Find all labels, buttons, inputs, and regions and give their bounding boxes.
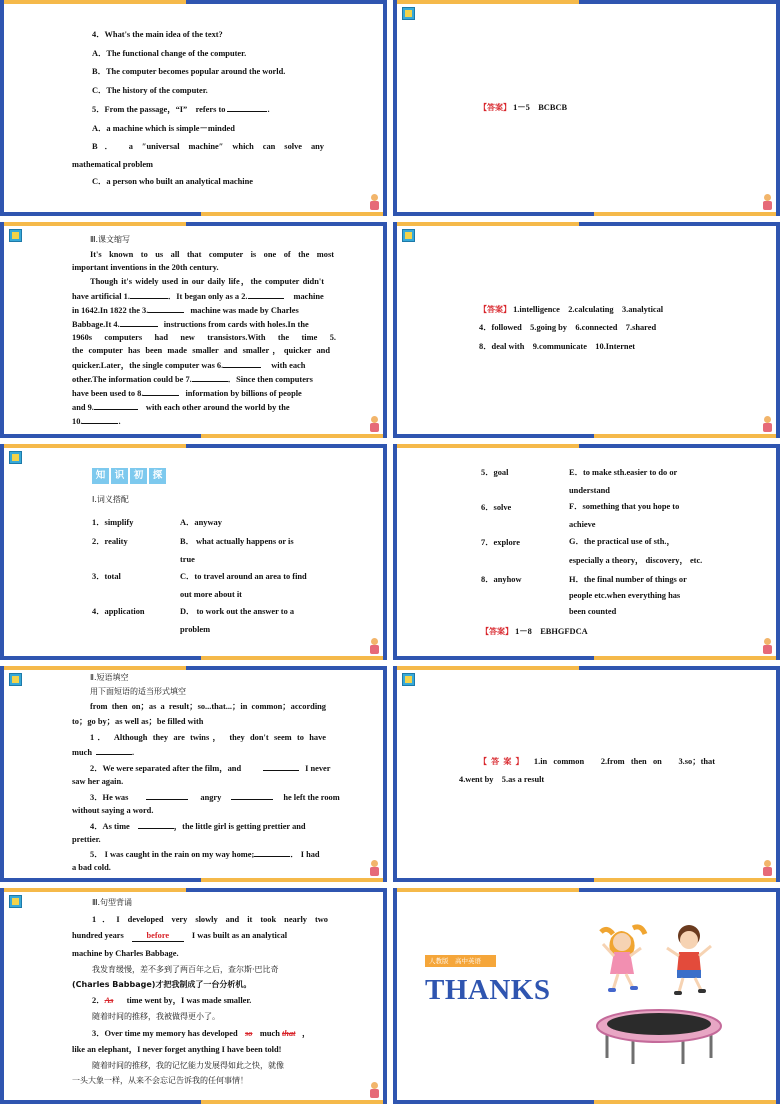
filled-blank: before: [132, 931, 184, 942]
answer-text: 1－8 EBHGFDCA: [515, 627, 588, 636]
sentence-2-cont: saw her again.: [72, 777, 124, 786]
match-definition-cont: especially a theory， discovery， etc.: [569, 556, 703, 565]
sentence-2: 2．As time went by，I was made smaller.: [92, 996, 252, 1005]
match-word: 6．solve: [481, 503, 512, 512]
question-4: 4．What's the main idea of the text?: [92, 30, 223, 39]
mascot-icon: [369, 416, 379, 432]
sentence-1: 1． Although they are twins， they don't seem to have: [90, 733, 326, 742]
mascot-icon: [369, 194, 379, 210]
summary-line: It's known to us all that computer is one of the most: [90, 250, 334, 259]
match-definition-cont: true: [180, 555, 195, 564]
summary-line: other.The information could be 7. ．Since then computers: [72, 375, 313, 384]
section-heading: Ⅱ.短语填空: [90, 673, 129, 682]
sentence-4-cont: prettier.: [72, 835, 101, 844]
section-heading: Ⅲ.课文缩写: [90, 235, 131, 244]
phrase-bank-cont: to；go by；as well as；be filled with: [72, 717, 204, 726]
option-4a: A．The functional change of the computer.: [92, 49, 247, 58]
summary-line: have been used to 8. information by billions of people: [72, 389, 302, 398]
summary-line: 1960s computers had new transistors.With the time 5.: [72, 333, 336, 342]
sentence-1-cont: much .: [72, 748, 135, 757]
sentence-1-cont: hundred years before I was built as an analytical: [72, 931, 288, 940]
thanks-title: THANKS: [425, 974, 551, 1006]
kids-trampoline-illustration: [593, 918, 725, 1066]
translation-1-cont: (Charles Babbage)才把我制成了一台分析机。: [72, 980, 252, 989]
slide-6: [393, 444, 780, 660]
slide-top-bar: [397, 888, 776, 892]
summary-line: 10. .: [72, 417, 121, 426]
sentence-5: 5． I was caught in the rain on my way home; ． I had: [90, 850, 320, 859]
match-definition: B． what actually happens or is: [180, 537, 294, 546]
match-word: 1．simplify: [92, 518, 134, 527]
summary-line: have artificial 1. ．It began only as a 2. machine: [72, 292, 324, 301]
match-word: 5．goal: [481, 468, 509, 477]
slide-1: [0, 0, 387, 216]
mascot-icon: [762, 638, 772, 654]
match-definition-cont: been counted: [569, 607, 617, 616]
match-definition: C．to travel around an area to find: [180, 572, 307, 581]
mascot-icon: [762, 860, 772, 876]
filled-blank: that: [281, 1029, 296, 1038]
slide-5: [0, 444, 387, 660]
summary-line: Though it's widely used in our daily life，the computer didn't: [90, 277, 324, 286]
slide-9: [0, 888, 387, 1104]
match-definition: E．to make sth.easier to do or: [569, 468, 678, 477]
sentence-3-cont: like an elephant，I never forget anything I have been told!: [72, 1045, 282, 1054]
option-5b-cont: mathematical problem: [72, 160, 154, 169]
sentence-3: 3．He was angry he left the room: [90, 793, 340, 802]
answer-line: 【答案】 1.intelligence 2.calculating 3.analytical: [479, 305, 664, 314]
summary-line: the computer has been made smaller and smaller，quicker and: [72, 346, 330, 355]
sentence-1: 1．I developed very slowly and it took nearly two: [92, 915, 328, 924]
edition-badge: 人教版 高中英语: [425, 955, 496, 967]
translation-3-cont: 一头大象一样，从来不会忘记告诉我的任何事情！: [72, 1076, 248, 1085]
match-definition: G．the practical use of sth.，: [569, 537, 675, 546]
match-definition-cont: achieve: [569, 520, 596, 529]
match-word: 4．application: [92, 607, 145, 616]
phrase-bank: from then on；as a result；so...that...；in common；according: [90, 702, 326, 711]
answer-tag: 【答案】: [479, 757, 528, 766]
answer-line: 8．deal with 9.communicate 10.Internet: [479, 342, 636, 351]
mascot-icon: [762, 194, 772, 210]
sentence-5-cont: a bad cold.: [72, 863, 111, 872]
match-definition-cont: people etc.when everything has: [569, 591, 681, 600]
answer-line: 【答案】 1.in common 2.from then on 3.so；that: [479, 757, 716, 766]
translation-1: 我发育缓慢，差不多到了两百年之后，查尔斯·巴比奇: [92, 965, 279, 974]
match-definition-cont: understand: [569, 486, 610, 495]
slide-bottom-bar: [397, 1100, 776, 1104]
summary-line: quicker.Later，the single computer was 6. with each: [72, 361, 306, 370]
slide-8: [393, 666, 780, 882]
sentence-3: 3．Over time my memory has developed so much that ，: [92, 1029, 311, 1038]
match-definition-cont: out more about it: [180, 590, 242, 599]
section-heading: Ⅲ.句型背诵: [92, 898, 133, 907]
translation-2: 随着时间的推移，我被做得更小了。: [92, 1012, 220, 1021]
option-5c: C．a person who built an analytical machine: [92, 177, 254, 186]
answer-tag: 【答案】: [479, 305, 511, 314]
answer-line: [479, 103, 567, 113]
summary-line: Babbage.It 4. instructions from cards with holes.In the: [72, 320, 309, 329]
match-definition: D． to work out the answer to a: [180, 607, 295, 616]
slide-10-thanks: [393, 888, 780, 1104]
match-definition: F．something that you hope to: [569, 502, 680, 511]
instruction: 用下面短语的适当形式填空: [90, 687, 186, 696]
answer-tag: 【答案】: [481, 627, 513, 636]
sentence-2: 2．We were separated after the film，and I never: [90, 764, 331, 773]
option-5b: B． a ″universal machine″ which can solve any: [92, 142, 324, 151]
match-definition-cont: problem: [180, 625, 211, 634]
summary-line: important inventions in the 20th century.: [72, 263, 219, 272]
answer-tag: 【答案】: [479, 103, 511, 112]
mascot-icon: [762, 416, 772, 432]
match-word: 3．total: [92, 572, 121, 581]
answer-line: 4．followed 5.going by 6.connected 7.shared: [479, 323, 657, 332]
match-word: 7．explore: [481, 538, 520, 547]
question-5: 5．From the passage，“I” refers to .: [92, 105, 270, 114]
match-definition: A．anyway: [180, 518, 222, 527]
answer-line: 4.went by 5.as a result: [459, 775, 545, 784]
answer-text: 1－5 BCBCB: [513, 103, 568, 112]
sentence-1-end: machine by Charles Babbage.: [72, 949, 179, 958]
match-word: 2．reality: [92, 537, 128, 546]
summary-line: and 9. with each other around the world by the: [72, 403, 290, 412]
section-heading: Ⅰ.词义搭配: [92, 495, 129, 504]
summary-line: in 1642.In 1822 the 3. machine was made by Charles: [72, 306, 299, 315]
slide-3: [0, 222, 387, 438]
sentence-3-cont: without saying a word.: [72, 806, 154, 815]
slide-4: [393, 222, 780, 438]
slide-7: [0, 666, 387, 882]
filled-blank: so: [245, 1029, 253, 1038]
slide-2: [393, 0, 780, 216]
option-4c: C．The history of the computer.: [92, 86, 208, 95]
option-4b: B．The computer becomes popular around the world.: [92, 67, 286, 76]
match-word: 8．anyhow: [481, 575, 522, 584]
mascot-icon: [369, 638, 379, 654]
match-definition: H．the final number of things or: [569, 575, 687, 584]
mascot-icon: [369, 1082, 379, 1098]
option-5a: A．a machine which is simple－minded: [92, 124, 235, 133]
section-title-banner: 知 识 初 探: [92, 468, 166, 486]
answer-line: [481, 627, 588, 637]
translation-3: 随着时间的推移，我的记忆能力发展得如此之快，就像: [92, 1061, 284, 1070]
mascot-icon: [369, 860, 379, 876]
sentence-4: 4．As time ，the little girl is getting prettier and: [90, 822, 306, 831]
filled-blank: As: [104, 996, 114, 1005]
